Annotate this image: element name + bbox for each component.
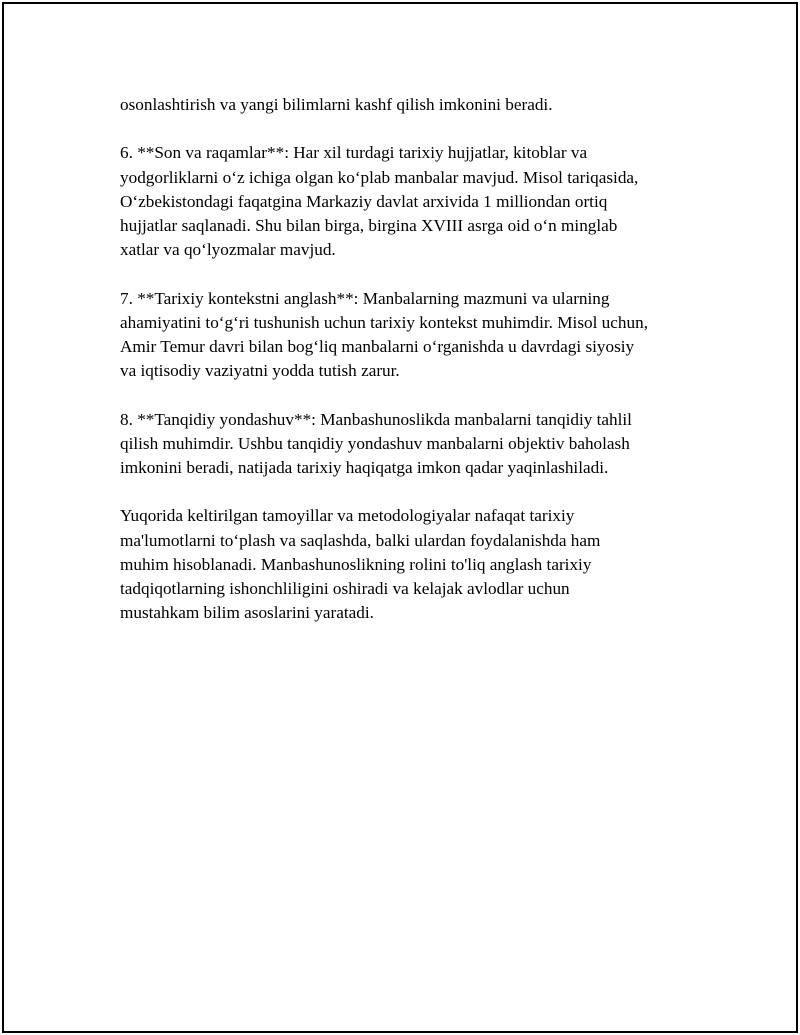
text-line: qilish muhimdir. Ushbu tanqidiy yondashuv manbalarni objektiv baholash [120, 433, 630, 453]
text-line: hujjatlar saqlanadi. Shu bilan birga, birgina XVIII asrga oid o‘n minglab [120, 216, 618, 235]
text-line: ahamiyatini to‘g‘ri tushunish uchun tarixiy kontekst muhimdir. Misol uchun, [120, 312, 648, 332]
text-line: Amir Temur davri bilan bog‘liq manbalarni o‘rganishda u davrdagi siyosiy [120, 337, 635, 356]
text-line: O‘zbekistondagi faqatgina Markaziy davlat arxivida 1 milliondan ortiq [120, 191, 608, 211]
text-line: tadqiqotlarning ishonchliligini oshiradi va kelajak avlodlar uchun [120, 579, 570, 598]
text-line: mustahkam bilim asoslarini yaratadi. [120, 603, 374, 623]
document-body [120, 93, 700, 650]
text-line: 7. **Tarixiy kontekstni anglash**: Manbalarning mazmuni va ularning [120, 288, 610, 308]
paragraph-tarixiy-kontekst [120, 287, 700, 384]
text-line: xatlar va qo‘lyozmalar mavjud. [120, 240, 336, 260]
text-line: 8. **Tanqidiy yondashuv**: Manbashunoslikda manbalarni tanqidiy tahlil [120, 409, 632, 429]
paragraph-tanqidiy-yondashuv [120, 408, 700, 481]
text-line: imkonini beradi, natijada tarixiy haqiqatga imkon qadar yaqinlashiladi. [120, 458, 609, 477]
document-page [2, 2, 798, 1033]
text-line: Yuqorida keltirilgan tamoyillar va metodologiyalar nafaqat tarixiy [120, 506, 575, 526]
paragraph-conclusion [120, 504, 700, 625]
paragraph-continuation [120, 93, 700, 117]
text-line: va iqtisodiy vaziyatni yodda tutish zarur. [120, 361, 400, 381]
text-line: osonlashtirish va yangi bilimlarni kashf qilish imkonini beradi. [120, 95, 553, 114]
text-line: ma'lumotlarni to‘plash va saqlashda, balki ulardan foydalanishda ham [120, 530, 601, 550]
text-line: yodgorliklarni o‘z ichiga olgan ko‘plab manbalar mavjud. Misol tariqasida, [120, 167, 639, 187]
text-line: muhim hisoblanadi. Manbashunoslikning rolini to'liq anglash tarixiy [120, 554, 592, 574]
text-line: 6. **Son va raqamlar**: Har xil turdagi tarixiy hujjatlar, kitoblar va [120, 143, 588, 163]
paragraph-son-va-raqamlar [120, 141, 700, 262]
